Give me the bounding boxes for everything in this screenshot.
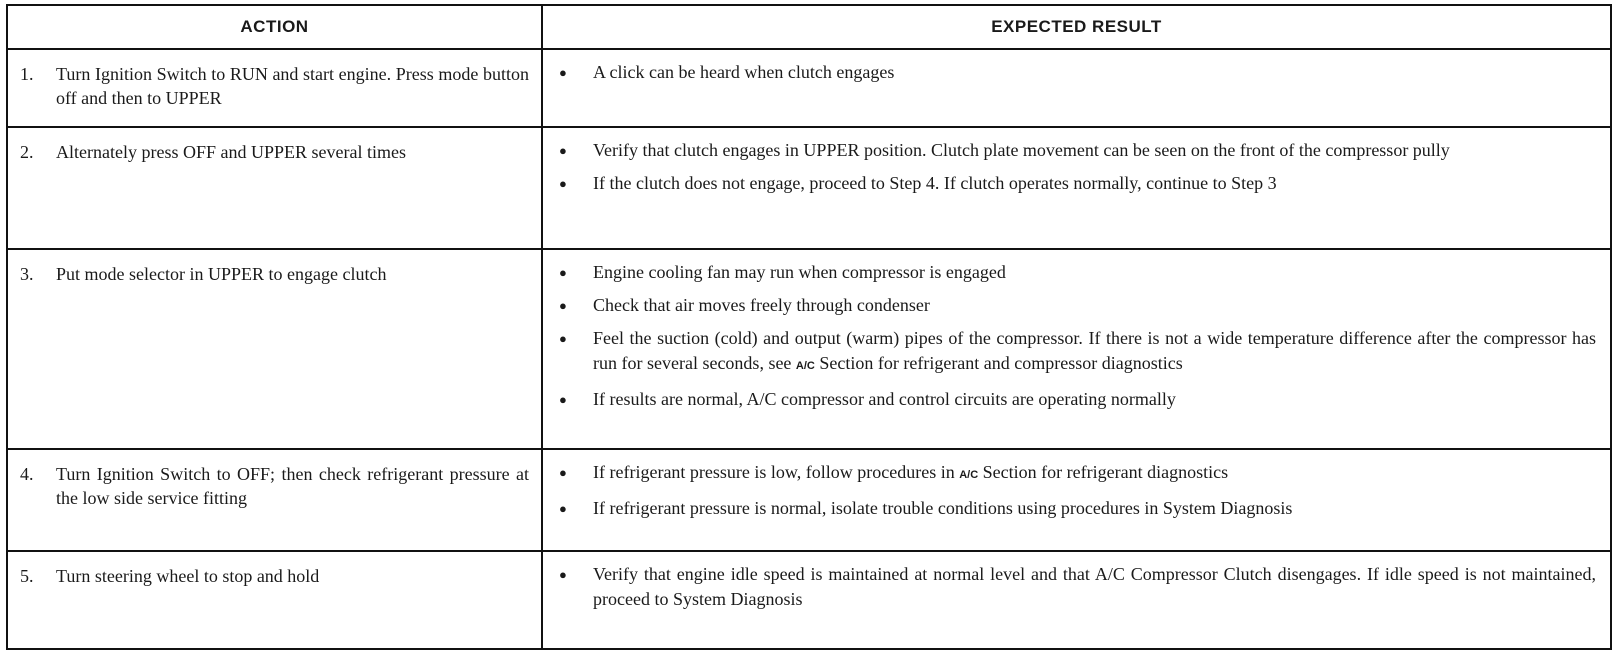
header-action: ACTION bbox=[7, 5, 542, 49]
result-cell bbox=[542, 449, 1611, 551]
list-item bbox=[557, 387, 1596, 412]
result-list bbox=[557, 138, 1596, 196]
table-row bbox=[7, 449, 1611, 551]
step-action-text: Turn Ignition Switch to RUN and start engine. Press mode button off and then to UPPER bbox=[56, 64, 529, 108]
action-cell bbox=[7, 249, 542, 449]
header-expected-result: EXPECTED RESULT bbox=[542, 5, 1611, 49]
list-item bbox=[557, 138, 1596, 163]
step-number: 3. bbox=[20, 264, 34, 284]
result-text: If results are normal, A/C compressor and control circuits are operating normally bbox=[593, 389, 1176, 409]
table-row bbox=[7, 49, 1611, 127]
bullet-icon: ● bbox=[559, 465, 567, 480]
result-text: A click can be heard when clutch engages bbox=[593, 62, 895, 82]
list-item bbox=[557, 293, 1596, 318]
action-cell bbox=[7, 127, 542, 249]
list-item bbox=[557, 171, 1596, 196]
procedure-page bbox=[6, 4, 1610, 650]
result-text-part: If refrigerant pressure is low, follow procedures in bbox=[593, 462, 960, 482]
step-number: 5. bbox=[20, 566, 34, 586]
step-number: 1. bbox=[20, 64, 34, 84]
result-cell bbox=[542, 127, 1611, 249]
table-row bbox=[7, 551, 1611, 649]
result-text: Engine cooling fan may run when compressor is engaged bbox=[593, 262, 1006, 282]
result-text: Check that air moves freely through condenser bbox=[593, 295, 930, 315]
step-action-text: Turn steering wheel to stop and hold bbox=[56, 566, 320, 586]
result-text: If refrigerant pressure is normal, isolate trouble conditions using procedures in System Diagnosis bbox=[593, 498, 1293, 518]
ac-section-tag: A/C bbox=[795, 360, 815, 372]
bullet-icon: ● bbox=[559, 65, 567, 80]
result-text: Verify that engine idle speed is maintained at normal level and that A/C Compressor Clutch disengages. If idle speed is not maintained, proceed to System Diagnosis bbox=[593, 564, 1596, 609]
result-list bbox=[557, 60, 1596, 85]
list-item bbox=[557, 496, 1596, 521]
result-text-part: Section for refrigerant diagnostics bbox=[978, 462, 1229, 482]
result-cell bbox=[542, 551, 1611, 649]
ac-section-tag: A/C bbox=[959, 469, 979, 481]
action-cell bbox=[7, 551, 542, 649]
bullet-icon: ● bbox=[559, 392, 567, 407]
result-text: Verify that clutch engages in UPPER position. Clutch plate movement can be seen on the front of the compressor pully bbox=[593, 140, 1450, 160]
list-item bbox=[557, 460, 1596, 488]
result-text-part: Section for refrigerant and compressor diagnostics bbox=[814, 353, 1183, 373]
step-number: 2. bbox=[20, 142, 34, 162]
diagnostic-table bbox=[6, 4, 1612, 650]
table-row bbox=[7, 249, 1611, 449]
bullet-icon: ● bbox=[559, 567, 567, 582]
bullet-icon: ● bbox=[559, 501, 567, 516]
bullet-icon: ● bbox=[559, 143, 567, 158]
step-action-text: Put mode selector in UPPER to engage clutch bbox=[56, 264, 387, 284]
step-action-text: Turn Ignition Switch to OFF; then check refrigerant pressure at the low side service fitting bbox=[56, 464, 529, 508]
bullet-icon: ● bbox=[559, 298, 567, 313]
result-list bbox=[557, 460, 1596, 521]
bullet-icon: ● bbox=[559, 265, 567, 280]
result-list bbox=[557, 260, 1596, 412]
table-header-row bbox=[7, 5, 1611, 49]
result-text bbox=[593, 326, 1596, 379]
action-cell bbox=[7, 449, 542, 551]
result-cell bbox=[542, 49, 1611, 127]
step-number: 4. bbox=[20, 464, 34, 484]
bullet-icon: ● bbox=[559, 331, 567, 346]
result-list bbox=[557, 562, 1596, 612]
list-item bbox=[557, 562, 1596, 612]
bullet-icon: ● bbox=[559, 176, 567, 191]
step-action-text: Alternately press OFF and UPPER several times bbox=[56, 142, 406, 162]
result-cell bbox=[542, 249, 1611, 449]
result-text: If the clutch does not engage, proceed to Step 4. If clutch operates normally, continue to Step 3 bbox=[593, 173, 1277, 193]
list-item bbox=[557, 326, 1596, 379]
list-item bbox=[557, 60, 1596, 85]
result-text-part: Feel the suction (cold) and output (warm) pipes of the compressor. If there is not a wide temperature difference after the compressor has run for several seconds, see bbox=[593, 328, 1596, 373]
result-text bbox=[593, 460, 1596, 488]
action-cell bbox=[7, 49, 542, 127]
table-row bbox=[7, 127, 1611, 249]
list-item bbox=[557, 260, 1596, 285]
